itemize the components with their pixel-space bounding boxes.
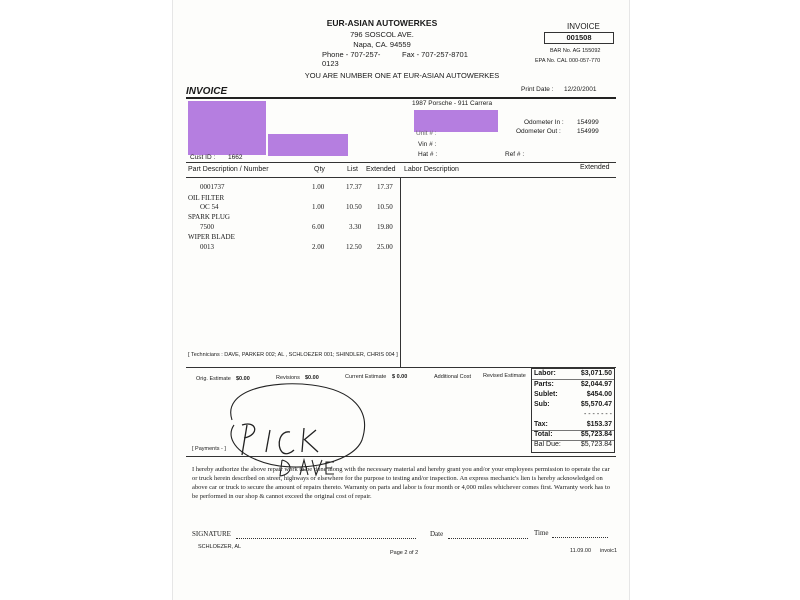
additional-cost-label: Additional Cost (434, 374, 471, 380)
header-rule (186, 177, 616, 178)
part-list: 3.30 (349, 223, 362, 231)
col-extended-header: Extended (366, 166, 396, 173)
footer-time: 11.09.00 (570, 548, 592, 554)
totals-divider (532, 440, 614, 441)
vin-label: Vin # : (418, 141, 437, 148)
odometer-in-label: Odometer In : (524, 119, 564, 126)
title-rule (186, 97, 616, 99)
odometer-in: 154999 (577, 119, 599, 126)
part-extended: 19.80 (377, 223, 393, 231)
company-fax: Fax - 707-257-8701 (402, 50, 468, 59)
part-qty: 6.00 (312, 223, 325, 231)
totals-row-bal-due: Bal Due: $5,723.84 (534, 441, 612, 448)
signature-label: SIGNATURE (192, 530, 231, 538)
payments-label: [ Payments - ] (192, 446, 226, 452)
part-extended: 17.37 (377, 183, 393, 191)
orig-estimate-value: $0.00 (236, 376, 250, 382)
date-label: Date (430, 530, 444, 538)
part-number: 0013 (200, 243, 214, 251)
part-number: 7500 (200, 223, 214, 231)
cust-id-label: Cust ID : (190, 154, 216, 161)
authorization-text: I hereby authorize the above repair work to be done along with the necessary material and hereby grant you and/or your employees permission to operate the car or truck herein described on street, highways or elsewhere for the purpose to testing and/or inspection. An express mechanic's lien is hereby acknowledged on above car or truck to secure the amount of repairs thereto. Warranty on parts and labor is four month or 4,000 miles whichever comes first. Warranty work has to be performed in our shop & cannot exceed the original cost of repair. (192, 466, 611, 500)
totals-row-parts: Parts: $2,044.97 (534, 381, 612, 388)
time-label: Time (534, 529, 549, 537)
footer-code: invoic1 (600, 548, 618, 554)
part-number: OC 54 (200, 203, 219, 211)
time-line[interactable] (552, 537, 608, 538)
orig-estimate-label: Orig. Estimate (196, 376, 231, 382)
totals-box (531, 368, 615, 453)
hat-label: Hat # : (418, 151, 438, 158)
odometer-out-label: Odometer Out : (516, 128, 561, 135)
part-list: 10.50 (346, 203, 362, 211)
part-description: SPARK PLUG (188, 213, 230, 221)
totals-divider (532, 379, 614, 380)
redacted-customer-address (268, 134, 348, 156)
col-labor-header: Labor Description (404, 166, 459, 173)
current-estimate-label: Current Estimate (345, 374, 387, 380)
company-phone: Phone - 707-257-0123 (322, 50, 381, 68)
service-writer: SCHLOEZER, AL (198, 544, 242, 550)
revisions-label: Revisions (276, 375, 300, 381)
invoice-page (172, 0, 630, 600)
totals-row-total: Total: $5,723.84 (534, 431, 612, 438)
unit-label: Unit # : (416, 130, 437, 137)
cust-id: 1662 (228, 154, 243, 161)
parts-labor-divider (400, 177, 401, 367)
part-extended: 10.50 (377, 203, 393, 211)
part-list: 12.50 (346, 243, 362, 251)
date-line[interactable] (448, 538, 528, 539)
part-description: OIL FILTER (188, 194, 225, 202)
redacted-license (414, 110, 498, 132)
col-list-header: List (347, 166, 358, 173)
ref-label: Ref # : (505, 151, 525, 158)
totals-row-sub: Sub: $5,570.47 (534, 401, 612, 408)
vehicle-description: 1987 Porsche - 911 Carrera (412, 100, 493, 107)
company-city: Napa, CA. 94559 (353, 40, 411, 49)
col-labor-extended-header: Extended (580, 164, 610, 171)
invoice-number: 001508 (544, 32, 614, 44)
totals-divider (532, 430, 614, 431)
part-extended: 25.00 (377, 243, 393, 251)
part-list: 17.37 (346, 183, 362, 191)
page-number: Page 2 of 2 (390, 550, 419, 556)
technicians-note: [ Technicians : DAVE, PARKER 002; AL , SCHLOEZER 001; SHINDLER, CHRIS 004 ] (188, 352, 398, 358)
part-qty: 1.00 (312, 183, 325, 191)
current-estimate-value: $ 0.00 (392, 374, 408, 380)
totals-row-labor: Labor: $3,071.50 (534, 370, 612, 377)
part-qty: 1.00 (312, 203, 325, 211)
col-part-header: Part Description / Number (188, 166, 269, 173)
invoice-title: INVOICE (186, 86, 228, 97)
company-address: 796 SOSCOL AVE. (350, 30, 414, 39)
block-rule (186, 162, 616, 163)
redacted-customer-name (188, 101, 266, 155)
signature-line[interactable] (236, 538, 416, 539)
totals-separator: - - - - - - - (584, 411, 612, 418)
company-tagline: YOU ARE NUMBER ONE AT EUR-ASIAN AUTOWERKES (304, 71, 500, 80)
odometer-out: 154999 (577, 128, 599, 135)
part-number: 0001737 (200, 183, 225, 191)
revisions-value: $0.00 (305, 375, 319, 381)
invoice-box-label: INVOICE (567, 22, 600, 31)
print-date-label: Print Date : (521, 86, 554, 93)
part-qty: 2.00 (312, 243, 325, 251)
epa-number: EPA No. CAL 000-057-770 (535, 58, 601, 64)
totals-row-tax: Tax: $153.37 (534, 421, 612, 428)
revised-estimate-label: Revised Estimate (483, 373, 526, 379)
part-description: WIPER BLADE (188, 233, 235, 241)
print-date: 12/20/2001 (564, 86, 597, 93)
col-qty-header: Qty (314, 166, 325, 173)
company-name: EUR-ASIAN AUTOWERKES (326, 18, 438, 28)
totals-row-sublet: Sublet: $454.00 (534, 391, 612, 398)
bar-number: BAR No. AG 155092 (550, 48, 601, 54)
